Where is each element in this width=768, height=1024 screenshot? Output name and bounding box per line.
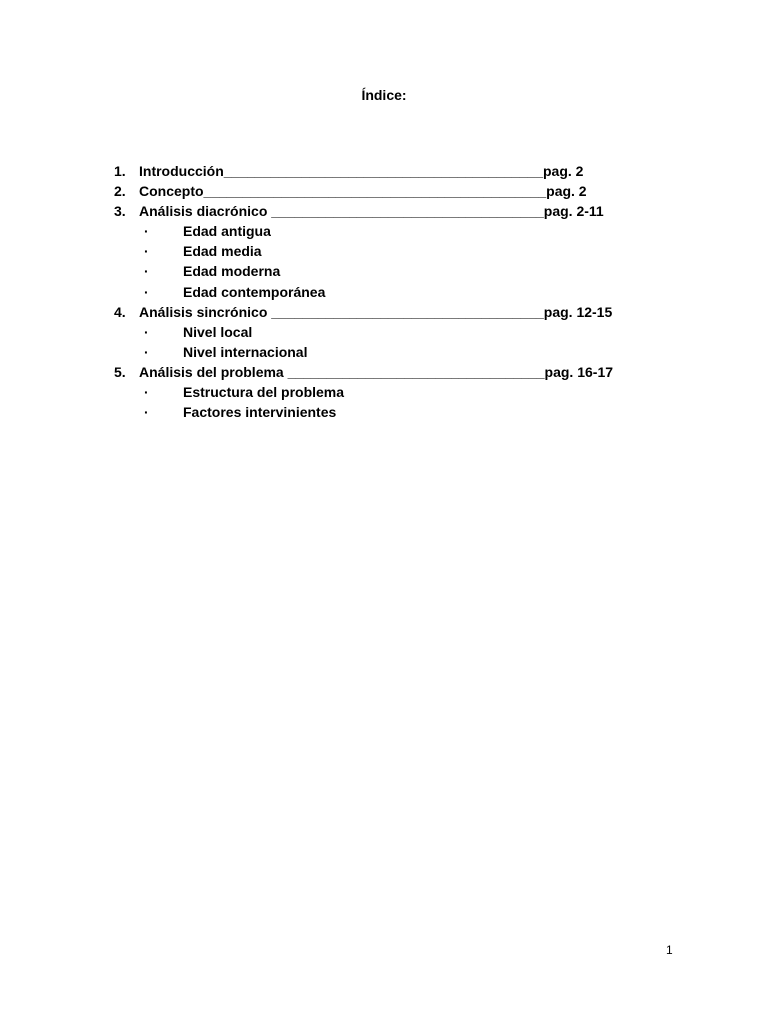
toc-subitem-text: Edad antigua — [183, 223, 271, 240]
toc-subitem-text: Factores intervinientes — [183, 404, 337, 421]
bullet-marker: · — [144, 263, 149, 280]
toc-entry-text: Análisis diacrónico ___________________________________pag. 2-11 — [139, 203, 604, 220]
bullet-marker: · — [144, 223, 149, 240]
page-number: 1 — [666, 943, 673, 957]
toc-subitem — [114, 221, 674, 241]
bullet-marker: · — [144, 323, 149, 340]
toc-entry-number: 3. — [114, 203, 126, 220]
toc-entry-number: 2. — [114, 183, 126, 200]
toc-subitem-text: Edad media — [183, 243, 262, 260]
toc-entry-5 — [114, 362, 674, 382]
toc-subitem-text: Edad contemporánea — [183, 283, 326, 300]
page-title: Índice: — [361, 87, 407, 103]
bullet-marker: · — [144, 283, 149, 300]
table-of-contents — [114, 161, 674, 422]
toc-entry-2 — [114, 181, 674, 201]
toc-entry-text: Introducción_________________________________________pag. 2 — [139, 163, 584, 179]
toc-subitem — [114, 342, 674, 362]
toc-subitem-text: Nivel local — [183, 323, 253, 340]
toc-subitem — [114, 382, 674, 402]
toc-subitem — [114, 402, 674, 422]
toc-subitem-text: Estructura del problema — [183, 384, 345, 401]
bullet-marker: · — [144, 404, 149, 421]
toc-entry-number: 1. — [114, 163, 126, 179]
toc-entry-text: Análisis del problema _________________________________pag. 16-17 — [139, 363, 614, 380]
toc-subitem-text: Edad moderna — [183, 263, 281, 280]
toc-entry-4 — [114, 302, 674, 322]
bullet-marker: · — [144, 343, 149, 360]
bullet-marker: · — [144, 243, 149, 260]
toc-entry-3 — [114, 201, 674, 221]
toc-entry-number: 5. — [114, 363, 126, 380]
bullet-marker: · — [144, 384, 149, 401]
toc-entry-number: 4. — [114, 303, 126, 320]
toc-subitem — [114, 282, 674, 302]
toc-entry-text: Concepto____________________________________________pag. 2 — [139, 183, 587, 200]
toc-subitem — [114, 241, 674, 261]
toc-subitem — [114, 261, 674, 281]
toc-entry-text: Análisis sincrónico ___________________________________pag. 12-15 — [139, 303, 613, 320]
toc-subitem — [114, 322, 674, 342]
toc-entry-1 — [114, 161, 674, 181]
toc-subitem-text: Nivel internacional — [183, 343, 308, 360]
